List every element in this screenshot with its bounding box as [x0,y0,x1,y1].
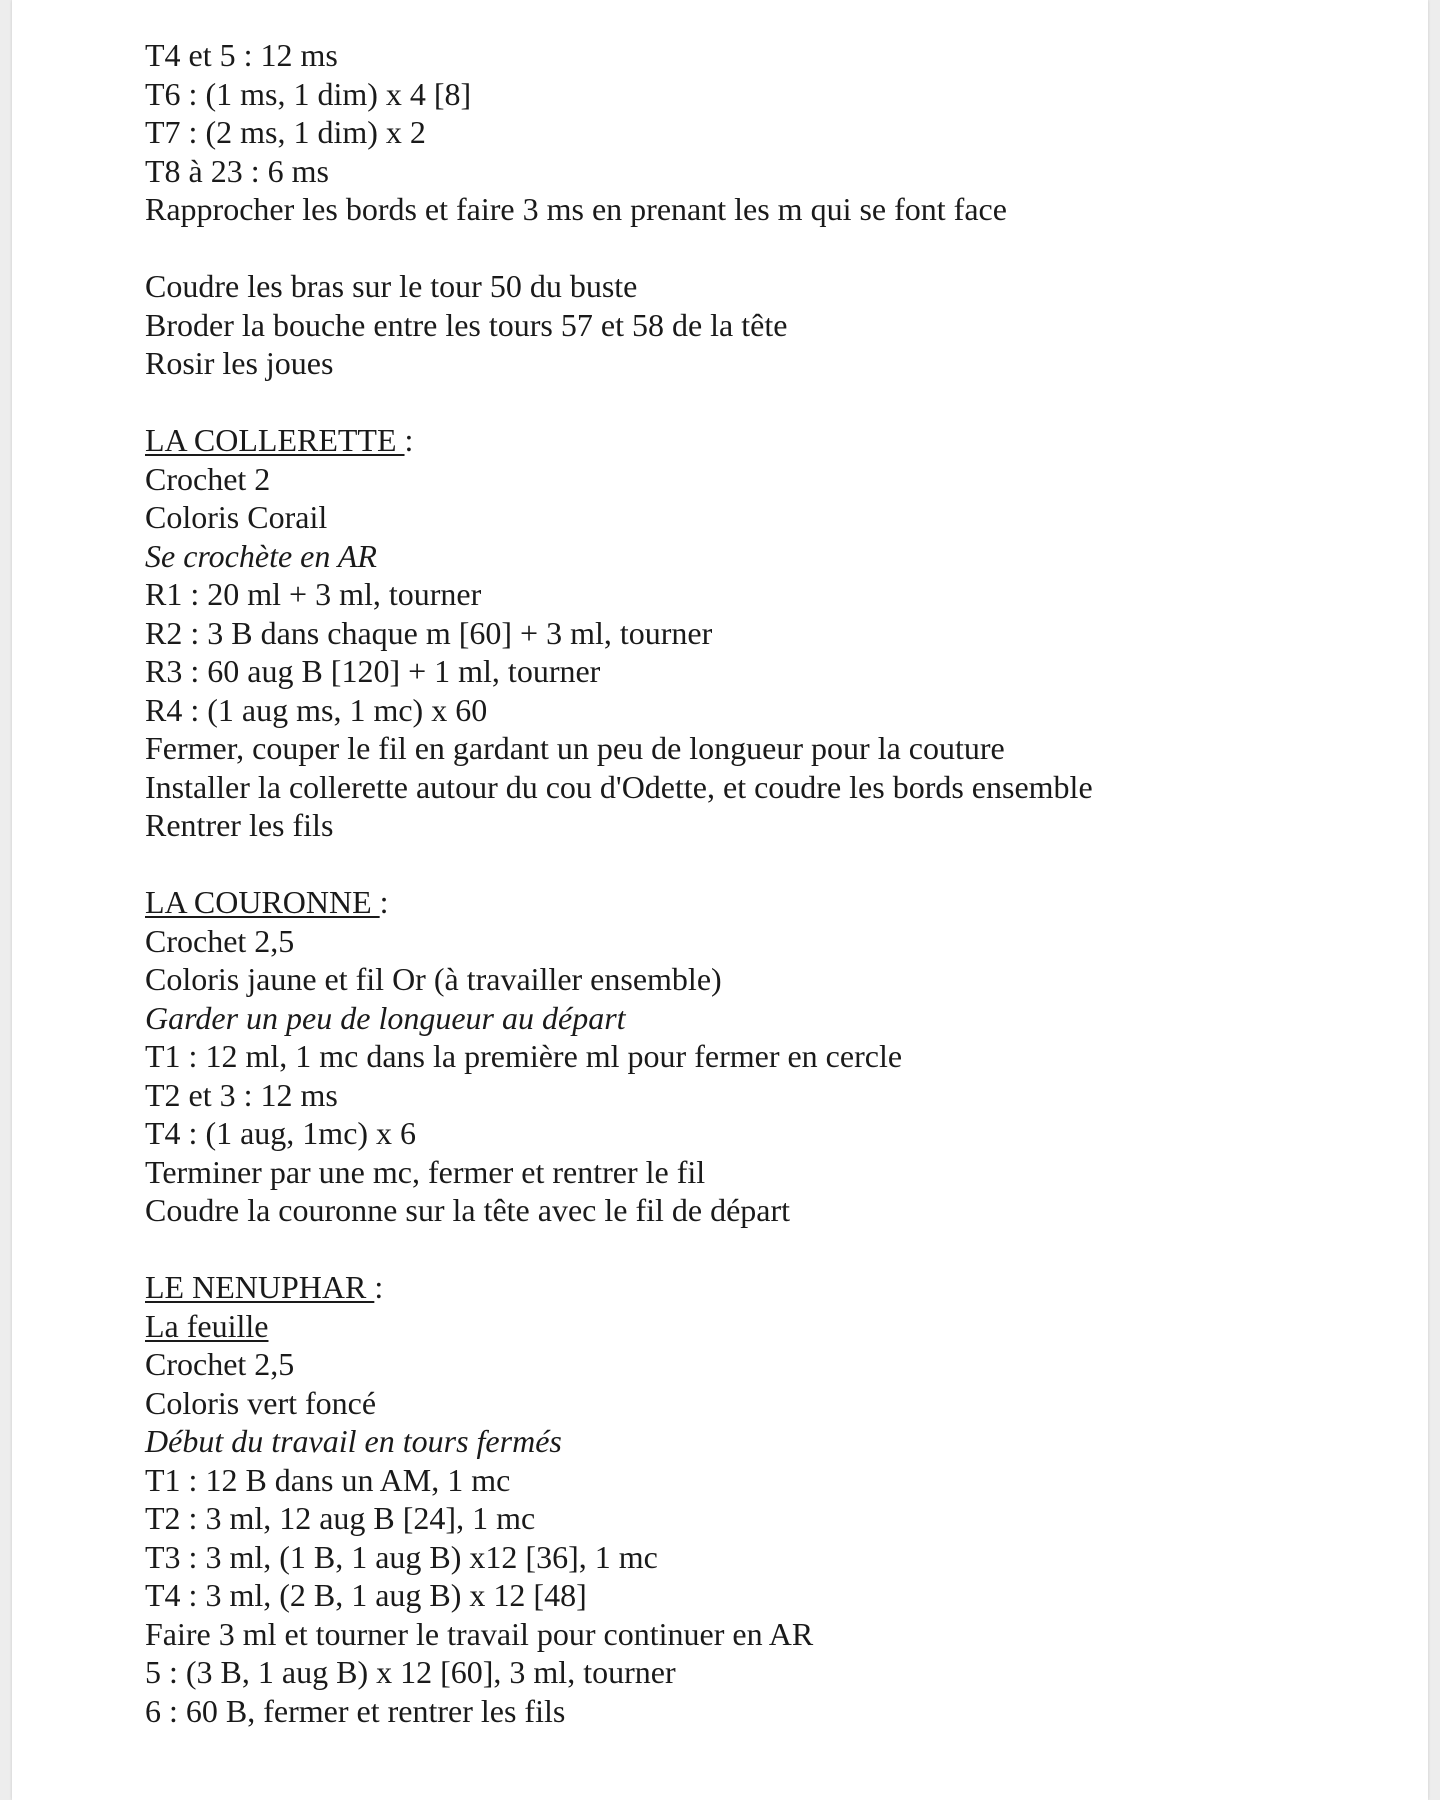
pattern-line: T8 à 23 : 6 ms [145,152,329,189]
pattern-step: R2 : 3 B dans chaque m [60] + 3 ml, tourner [145,614,713,651]
document-content [145,36,1345,1730]
pattern-line: Rapprocher les bords et faire 3 ms en prenant les m qui se font face [145,191,1007,227]
spacer [145,845,1345,884]
section-heading-nenuphar [145,1268,1345,1307]
pattern-step: T3 : 3 ml, (1 B, 1 aug B) x12 [36], 1 mc [145,1538,658,1575]
hook-size: Crochet 2,5 [145,1346,295,1382]
yarn-color: Coloris jaune et fil Or (à travailler ensemble) [145,961,722,997]
section-note: Se crochète en AR [145,537,377,574]
pattern-step: Fermer, couper le fil en gardant un peu de longueur pour la couture [145,730,1005,766]
pattern-step: T2 et 3 : 12 ms [145,1076,338,1113]
finishing-line: Rosir les joues [145,345,334,381]
section-note: Début du travail en tours fermés [145,1423,562,1459]
spacer [145,229,1345,268]
pattern-step: R1 : 20 ml + 3 ml, tourner [145,576,482,612]
heading-text: LA COLLERETTE [145,422,405,458]
finishing-line: Broder la bouche entre les tours 57 et 58 de la tête [145,306,788,343]
document-page [12,0,1428,1800]
pattern-line: T7 : (2 ms, 1 dim) x 2 [145,114,426,150]
pattern-step: T1 : 12 B dans un AM, 1 mc [145,1461,511,1498]
hook-size: Crochet 2,5 [145,922,295,959]
heading-colon: : [404,422,414,458]
pattern-step: Faire 3 ml et tourner le travail pour continuer en AR [145,1615,814,1652]
subheading-text: La feuille [145,1307,269,1344]
pattern-step: Terminer par une mc, fermer et rentrer le fil [145,1153,706,1190]
heading-text: LA COURONNE [145,884,380,920]
pattern-step: Coudre la couronne sur la tête avec le fil de départ [145,1192,791,1228]
pattern-step: T2 : 3 ml, 12 aug B [24], 1 mc [145,1500,536,1536]
section-heading-collerette [145,421,1345,460]
hook-size: Crochet 2 [145,460,271,497]
spacer [145,383,1345,422]
section-note: Garder un peu de longueur au départ [145,999,626,1036]
heading-colon: : [379,884,389,920]
pattern-step: R4 : (1 aug ms, 1 mc) x 60 [145,691,488,728]
pattern-line: T4 et 5 : 12 ms [145,37,338,73]
spacer [145,1230,1345,1269]
heading-text: LE NENUPHAR [145,1269,375,1305]
finishing-line: Coudre les bras sur le tour 50 du buste [145,268,638,304]
pattern-step: 6 : 60 B, fermer et rentrer les fils [145,1692,566,1729]
pattern-step: T4 : 3 ml, (2 B, 1 aug B) x 12 [48] [145,1577,587,1613]
section-heading-couronne [145,883,1345,922]
pattern-step: 5 : (3 B, 1 aug B) x 12 [60], 3 ml, tourner [145,1654,676,1690]
pattern-step: T1 : 12 ml, 1 mc dans la première ml pour fermer en cercle [145,1038,903,1074]
yarn-color: Coloris Corail [145,499,328,535]
pattern-step: T4 : (1 aug, 1mc) x 6 [145,1115,417,1151]
pattern-step: Installer la collerette autour du cou d'Odette, et coudre les bords ensemble [145,768,1093,805]
subheading-feuille [145,1307,1345,1346]
yarn-color: Coloris vert foncé [145,1384,377,1421]
pattern-step: R3 : 60 aug B [120] + 1 ml, tourner [145,653,601,689]
heading-colon: : [374,1269,384,1305]
pattern-step: Rentrer les fils [145,807,334,843]
pattern-line: T6 : (1 ms, 1 dim) x 4 [8] [145,75,472,112]
